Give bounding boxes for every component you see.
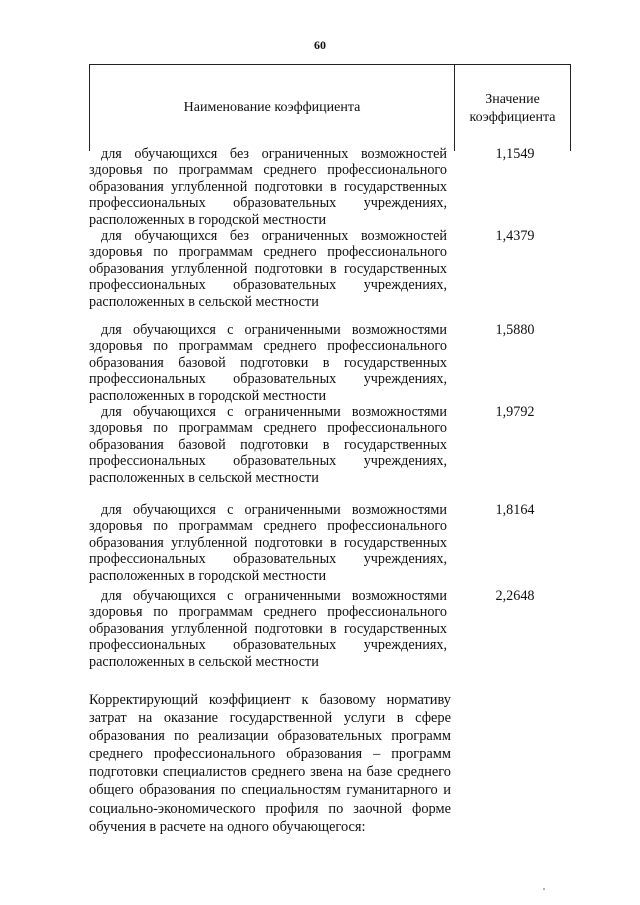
scan-speck xyxy=(543,888,545,890)
row-value: 1,5880 xyxy=(495,322,535,338)
row-value: 2,2648 xyxy=(495,588,535,604)
closing-paragraph: Корректирующий коэффициент к базовому нормативу затрат на оказание государственной услуги в сфере образования по реализации образовательных программ среднего профессионального образования – программ подготовки специалистов среднего звена на базе среднего общего образования по специальностям гуманитарного и социально-экономического профиля по заочной форме обучения в расчете на одного обучающегося: xyxy=(89,692,451,835)
row-text: для обучающихся с ограниченными возможностями здоровья по программам среднего профессионального образования базовой подготовки в государственных профессиональных образовательных учреждениях, расположенных в городской местности xyxy=(89,322,447,404)
row-text: для обучающихся без ограниченных возможностей здоровья по программам среднего профессионального образования углубленной подготовки в государственных профессиональных образовательных учреждениях, расположенных в сельской местности xyxy=(89,228,447,310)
header-value-line1: Значение xyxy=(485,92,540,107)
row-value: 1,8164 xyxy=(495,502,535,518)
row-text: для обучающихся с ограниченными возможностями здоровья по программам среднего профессионального образования базовой подготовки в государственных профессиональных образовательных учреждениях, расположенных в сельской местности xyxy=(89,404,447,486)
row-value: 1,9792 xyxy=(495,404,535,420)
header-coefficient-value xyxy=(455,65,570,151)
table-header xyxy=(89,64,571,151)
row-text: для обучающихся с ограниченными возможностями здоровья по программам среднего профессионального образования углубленной подготовки в государственных профессиональных образовательных учреждениях, расположенных в сельской местности xyxy=(89,588,447,670)
header-value-line2: коэффициента xyxy=(469,110,556,125)
row-text: для обучающихся с ограниченными возможностями здоровья по программам среднего профессионального образования углубленной подготовки в государственных профессиональных образовательных учреждениях, расположенных в городской местности xyxy=(89,502,447,584)
page-number: 60 xyxy=(314,38,326,52)
row-value: 1,1549 xyxy=(495,146,535,162)
header-coefficient-name: Наименование коэффициента xyxy=(90,65,455,151)
coefficient-table xyxy=(89,64,571,670)
row-text: для обучающихся без ограниченных возможностей здоровья по программам среднего профессионального образования углубленной подготовки в государственных профессиональных образовательных учреждениях, расположенных в городской местности xyxy=(89,146,447,228)
row-value: 1,4379 xyxy=(495,228,535,244)
